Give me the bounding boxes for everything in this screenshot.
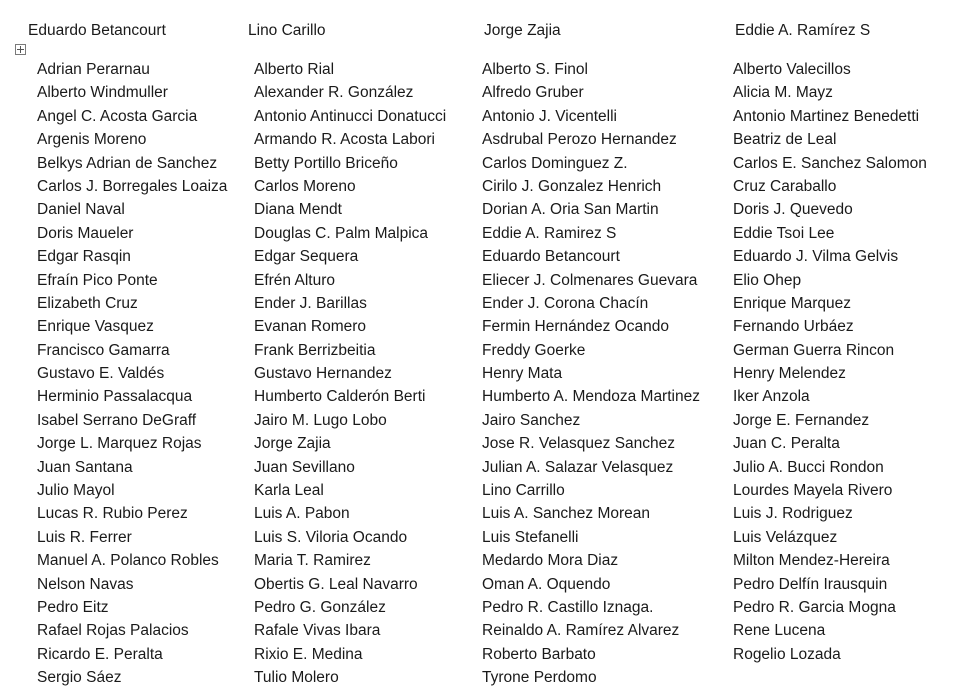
name-cell[interactable]: Gustavo E. Valdés <box>37 365 165 383</box>
name-cell[interactable]: Beatriz de Leal <box>733 131 837 149</box>
name-cell[interactable]: Obertis G. Leal Navarro <box>254 575 418 593</box>
name-cell[interactable]: Henry Mata <box>482 365 563 383</box>
name-cell[interactable]: Nelson Navas <box>37 575 134 593</box>
name-cell[interactable]: Maria T. Ramirez <box>254 552 371 570</box>
name-cell[interactable]: Rafale Vivas Ibara <box>254 622 381 640</box>
name-cell[interactable]: Rafael Rojas Palacios <box>37 622 189 640</box>
name-cell[interactable]: Diana Mendt <box>254 201 342 219</box>
name-cell[interactable]: Herminio Passalacqua <box>37 388 193 406</box>
name-cell[interactable]: Juan Santana <box>37 458 133 476</box>
name-cell[interactable]: Jorge Zajia <box>254 435 331 453</box>
name-cell[interactable]: Henry Melendez <box>733 365 846 383</box>
name-cell[interactable]: Doris J. Quevedo <box>733 201 853 219</box>
name-cell[interactable]: Julian A. Salazar Velasquez <box>482 458 674 476</box>
name-cell[interactable]: Edgar Rasqin <box>37 248 131 266</box>
name-column-2 <box>254 58 446 690</box>
name-cell[interactable]: Jairo Sanchez <box>482 411 581 429</box>
name-cell[interactable]: Daniel Naval <box>37 201 125 219</box>
name-cell[interactable]: Humberto A. Mendoza Martinez <box>482 388 700 406</box>
name-cell[interactable]: Adrian Perarnau <box>37 61 150 78</box>
name-cell[interactable]: Humberto Calderón Berti <box>254 388 426 406</box>
name-cell[interactable]: Antonio Martinez Benedetti <box>733 107 920 125</box>
name-cell[interactable]: Carlos Dominguez Z. <box>482 154 628 172</box>
name-cell[interactable]: Eddie A. Ramirez S <box>482 224 617 242</box>
name-cell[interactable]: Pedro R. Castillo Iznaga. <box>482 598 654 616</box>
name-cell[interactable]: Alberto S. Finol <box>482 61 588 78</box>
name-cell[interactable]: Luis S. Viloria Ocando <box>254 528 408 546</box>
name-cell[interactable]: Lino Carrillo <box>482 482 565 500</box>
name-cell[interactable]: Juan C. Peralta <box>733 435 840 453</box>
name-cell[interactable]: Asdrubal Perozo Hernandez <box>482 131 677 149</box>
name-cell[interactable]: Roberto Barbato <box>482 645 596 663</box>
name-cell[interactable]: Dorian A. Oria San Martin <box>482 201 659 219</box>
name-cell[interactable]: Pedro G. González <box>254 598 386 616</box>
name-cell[interactable]: Efrén Alturo <box>254 271 335 289</box>
name-cell[interactable]: Evanan Romero <box>254 318 367 336</box>
column-header-3[interactable]: Jorge Zajia <box>484 22 561 39</box>
column-header-2[interactable]: Lino Carillo <box>248 22 326 39</box>
name-cell[interactable]: Rogelio Lozada <box>733 645 841 663</box>
name-cell[interactable]: Luis A. Sanchez Morean <box>482 505 651 523</box>
name-cell[interactable]: Ender J. Corona Chacín <box>482 294 649 312</box>
name-cell[interactable]: Juan Sevillano <box>254 458 355 476</box>
name-cell[interactable]: Edgar Sequera <box>254 248 359 266</box>
name-cell[interactable]: Jairo M. Lugo Lobo <box>254 411 387 429</box>
name-cell[interactable]: Douglas C. Palm Malpica <box>254 224 429 242</box>
name-cell[interactable]: Enrique Vasquez <box>37 318 154 336</box>
name-cell[interactable]: Alberto Rial <box>254 61 335 78</box>
name-cell[interactable]: Doris Maueler <box>37 224 134 242</box>
name-cell[interactable]: Cirilo J. Gonzalez Henrich <box>482 177 662 195</box>
name-cell[interactable]: Fernando Urbáez <box>733 318 854 336</box>
name-cell[interactable]: Eddie Tsoi Lee <box>733 224 835 242</box>
name-cell[interactable]: Alberto Valecillos <box>733 61 851 78</box>
name-cell[interactable]: Frank Berrizbeitia <box>254 341 376 359</box>
table-move-handle-icon[interactable] <box>15 44 26 55</box>
name-cell[interactable]: Pedro Eitz <box>37 598 109 616</box>
name-cell[interactable]: Alexander R. González <box>254 84 414 102</box>
name-cell[interactable]: Jorge L. Marquez Rojas <box>37 435 202 453</box>
name-cell[interactable]: German Guerra Rincon <box>733 341 895 359</box>
name-cell[interactable]: Sergio Sáez <box>37 669 122 687</box>
name-cell[interactable]: Elizabeth Cruz <box>37 294 138 312</box>
name-cell[interactable]: Gustavo Hernandez <box>254 365 392 383</box>
name-column-1 <box>37 58 227 690</box>
name-cell[interactable]: Julio A. Bucci Rondon <box>733 458 884 476</box>
name-cell[interactable]: Rixio E. Medina <box>254 645 363 663</box>
name-cell[interactable]: Karla Leal <box>254 482 324 500</box>
table-header-row <box>0 20 953 44</box>
name-cell[interactable]: Carlos J. Borregales Loaiza <box>37 177 228 195</box>
name-cell[interactable]: Julio Mayol <box>37 482 115 500</box>
name-cell[interactable]: Antonio J. Vicentelli <box>482 107 617 125</box>
name-cell[interactable]: Jorge E. Fernandez <box>733 411 870 429</box>
name-cell[interactable]: Luis R. Ferrer <box>37 528 132 546</box>
name-cell[interactable]: Angel C. Acosta Garcia <box>37 107 198 125</box>
name-column-4 <box>733 58 927 666</box>
name-cell[interactable]: Pedro R. Garcia Mogna <box>733 598 896 616</box>
name-cell[interactable]: Eduardo J. Vilma Gelvis <box>733 248 899 266</box>
name-cell[interactable]: Antonio Antinucci Donatucci <box>254 107 447 125</box>
name-cell[interactable]: Iker Anzola <box>733 388 810 406</box>
name-cell[interactable]: Lourdes Mayela Rivero <box>733 482 893 500</box>
name-cell[interactable]: Reinaldo A. Ramírez Alvarez <box>482 622 680 640</box>
name-cell[interactable]: Eliecer J. Colmenares Guevara <box>482 271 698 289</box>
name-cell[interactable]: Lucas R. Rubio Perez <box>37 505 188 523</box>
name-cell[interactable]: Pedro Delfín Irausquin <box>733 575 888 593</box>
name-cell[interactable]: Cruz Caraballo <box>733 177 837 195</box>
name-cell[interactable]: Betty Portillo Briceño <box>254 154 398 172</box>
name-cell[interactable]: Tyrone Perdomo <box>482 669 597 687</box>
name-cell[interactable]: Ender J. Barillas <box>254 294 367 312</box>
name-cell[interactable]: Isabel Serrano DeGraff <box>37 411 197 429</box>
name-cell[interactable]: Eduardo Betancourt <box>482 248 620 266</box>
name-cell[interactable]: Efraín Pico Ponte <box>37 271 158 289</box>
name-cell[interactable]: Rene Lucena <box>733 622 826 640</box>
name-cell[interactable]: Belkys Adrian de Sanchez <box>37 154 218 172</box>
name-cell[interactable]: Luis Velázquez <box>733 528 838 546</box>
name-cell[interactable]: Jose R. Velasquez Sanchez <box>482 435 676 453</box>
name-cell[interactable]: Luis A. Pabon <box>254 505 350 523</box>
name-cell[interactable]: Tulio Molero <box>254 669 339 687</box>
name-cell[interactable]: Alfredo Gruber <box>482 84 584 102</box>
name-cell[interactable]: Luis J. Rodriguez <box>733 505 853 523</box>
name-column-3 <box>482 58 700 690</box>
name-cell[interactable]: Argenis Moreno <box>37 131 147 149</box>
name-cell[interactable]: Alberto Windmuller <box>37 84 168 102</box>
name-cell[interactable]: Carlos Moreno <box>254 177 356 195</box>
name-cell[interactable]: Francisco Gamarra <box>37 341 170 359</box>
name-cell[interactable]: Ricardo E. Peralta <box>37 645 163 663</box>
name-cell[interactable]: Manuel A. Polanco Robles <box>37 552 219 570</box>
column-header-1[interactable]: Eduardo Betancourt <box>28 22 166 39</box>
name-cell[interactable]: Carlos E. Sanchez Salomon <box>733 154 927 172</box>
name-cell[interactable]: Luis Stefanelli <box>482 528 579 546</box>
column-header-4[interactable]: Eddie A. Ramírez S <box>735 22 871 39</box>
name-cell[interactable]: Enrique Marquez <box>733 294 852 312</box>
name-cell[interactable]: Elio Ohep <box>733 271 802 289</box>
name-cell[interactable]: Fermin Hernández Ocando <box>482 318 669 336</box>
name-cell[interactable]: Milton Mendez-Hereira <box>733 552 890 570</box>
name-cell[interactable]: Freddy Goerke <box>482 341 586 359</box>
name-cell[interactable]: Alicia M. Mayz <box>733 84 833 102</box>
name-cell[interactable]: Armando R. Acosta Labori <box>254 131 435 149</box>
name-cell[interactable]: Medardo Mora Diaz <box>482 552 619 570</box>
name-cell[interactable]: Oman A. Oquendo <box>482 575 611 593</box>
